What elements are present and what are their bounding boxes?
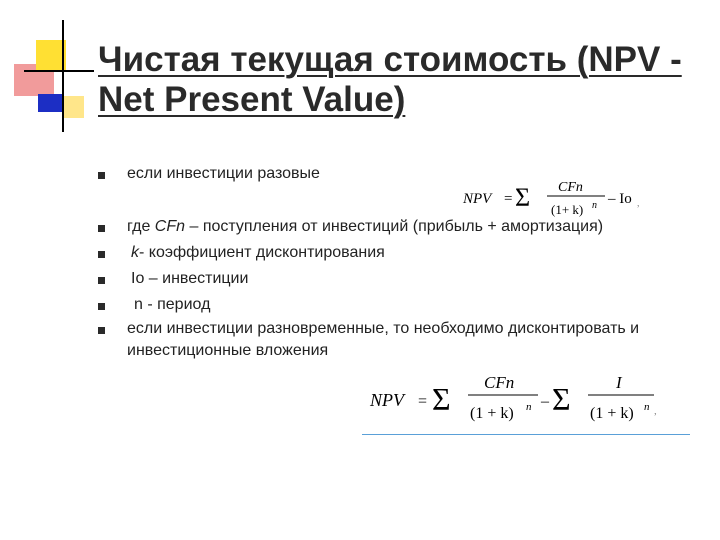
- formula-end: ,: [637, 198, 640, 209]
- sum-symbol: Σ: [515, 183, 531, 212]
- formula-numerator: CFn: [558, 180, 583, 195]
- bullet-text-k: [131, 242, 385, 264]
- formula-denominator: (1 + k): [590, 405, 634, 422]
- formula-tail: – Io: [608, 191, 632, 207]
- formula-minus: –: [541, 393, 549, 410]
- formula-exponent: n: [526, 401, 532, 413]
- bullet-marker: [98, 277, 105, 284]
- formula-lhs: NPV: [463, 191, 492, 207]
- bullet-prefix: где: [127, 218, 155, 235]
- formula-numerator: CFn: [484, 373, 515, 392]
- decor-square-yellow-small: [62, 96, 84, 118]
- bullet-marker: [98, 251, 105, 258]
- formula-end: ,: [654, 405, 657, 417]
- bullet-suffix: - коэффициент дисконтирования: [139, 244, 385, 261]
- formula-equals: =: [418, 393, 428, 410]
- formula-lhs: NPV: [370, 390, 404, 410]
- formula-denominator: (1+ k): [551, 202, 584, 217]
- formula-exponent: n: [644, 401, 650, 413]
- decor-horizontal-line: [24, 70, 94, 72]
- formula-numerator: I: [616, 373, 622, 392]
- variable-cfn: CFn: [154, 218, 186, 235]
- bullet-text-one-time: если инвестиции разовые: [127, 165, 320, 182]
- bullet-marker: [98, 225, 105, 232]
- formula-npv-staggered: [362, 368, 662, 434]
- bullet-text-n: n - период: [134, 296, 211, 313]
- variable-k: k: [131, 244, 139, 261]
- sum-symbol: Σ: [552, 381, 571, 417]
- bullet-text-io: Io – инвестиции: [131, 270, 249, 287]
- bullet-marker: [98, 303, 105, 310]
- bullet-suffix: – поступления от инвестиций (прибыль + амортизация): [185, 218, 604, 235]
- decor-vertical-line: [62, 20, 64, 132]
- bullet-marker: [98, 172, 105, 179]
- slide-title: Чистая текущая стоимость (NPV - Net Present Value): [98, 40, 682, 119]
- formula-equals: =: [504, 191, 513, 207]
- decor-square-blue: [38, 94, 62, 112]
- formula-underline-rule: [362, 434, 690, 435]
- bullet-marker: [98, 327, 105, 334]
- formula-denominator: (1 + k): [470, 405, 514, 422]
- formula-npv-one-time: [455, 172, 645, 224]
- formula-exponent: n: [592, 200, 597, 211]
- bullet-text-staggered: если инвестиции разновременные, то необходимо дисконтировать и инвестиционные вложения: [127, 320, 640, 359]
- sum-symbol: Σ: [432, 381, 451, 417]
